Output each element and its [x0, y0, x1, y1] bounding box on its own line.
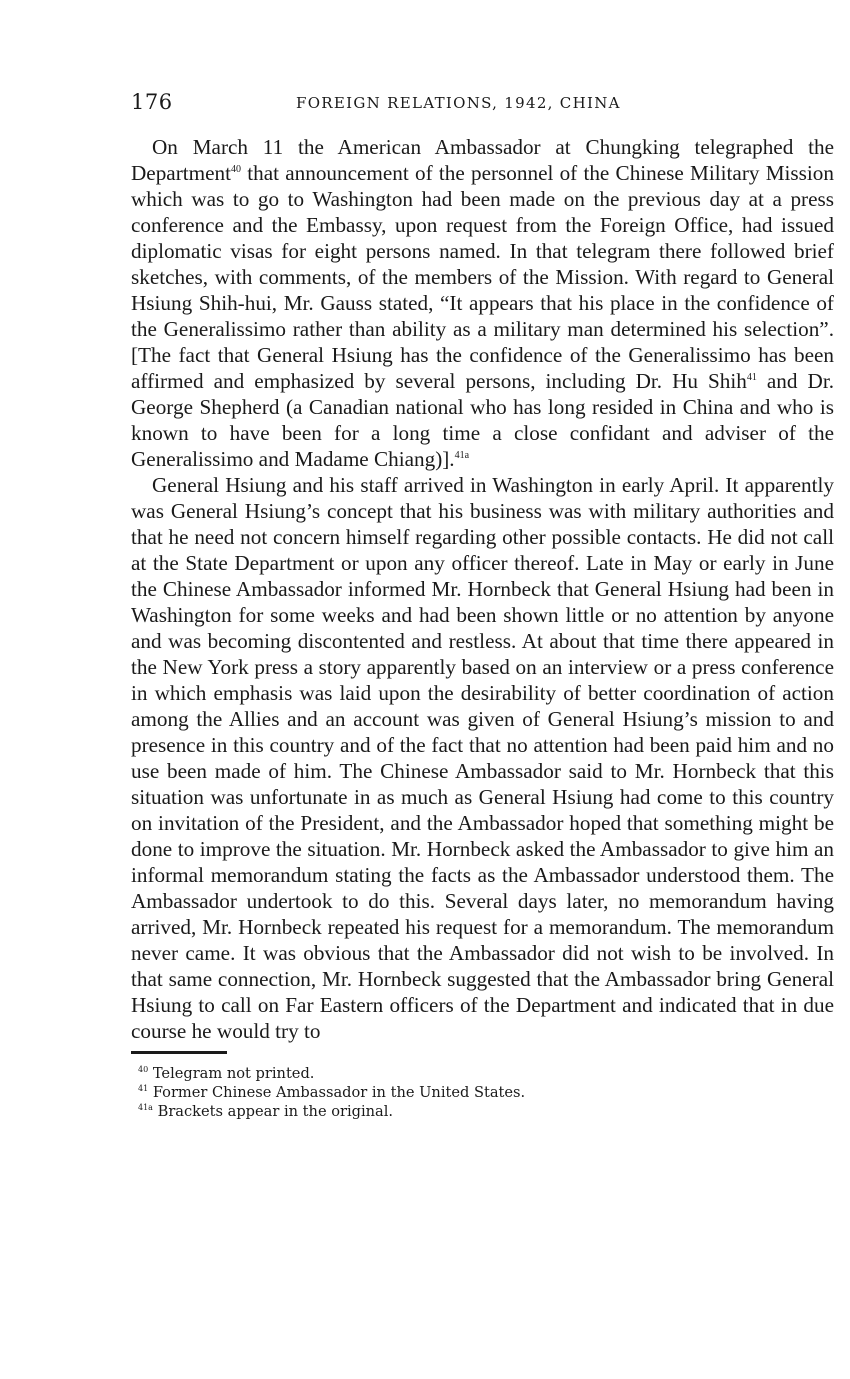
footnote-40: [138, 1064, 834, 1083]
footnote-ref-41a[interactable]: 41a: [454, 450, 470, 461]
footnote-divider: [131, 1051, 227, 1054]
body-text: [131, 134, 834, 1044]
footnote-41a: [138, 1102, 834, 1121]
footnote-ref-41[interactable]: 41: [746, 372, 757, 383]
paragraph-1: [131, 134, 834, 472]
document-page: [131, 88, 834, 1121]
footnote-mark: 41: [138, 1084, 149, 1093]
paragraph-1-part-1: On March 11 the American Ambassador at Chungking telegraphed the Department: [131, 135, 834, 185]
paragraph-1-part-3: and Dr. George Shepherd (a Canadian national who has long resided in China and who is known to have been for a long time a close confidant and adviser of the Generalissimo and Madame Chiang)].: [131, 369, 835, 471]
footnote-mark: 41a: [138, 1103, 153, 1112]
running-head: FOREIGN RELATIONS, 1942, CHINA: [296, 94, 621, 112]
page-header: [131, 88, 834, 122]
footnotes: [138, 1064, 834, 1121]
page-number: 176: [131, 90, 173, 114]
paragraph-2: General Hsiung and his staff arrived in Washington in early April. It apparently was General Hsiung’s concept that his business was with military authorities and that he need not concern himself regarding other possible contacts. He did not call at the State Department or upon any officer thereof. Late in May or early in June the Chinese Ambassador informed Mr. Hornbeck that General Hsiung had been in Washington for some weeks and had been shown little or no attention by anyone and was becoming discontented and restless. At about that time there appeared in the New York press a story apparently based on an interview or a press conference in which emphasis was laid upon the desirability of better coordination of action among the Allies and an account was given of General Hsiung’s mission to and presence in this country and of the fact that no attention had been paid him and no use been made of him. The Chinese Ambassador said to Mr. Hornbeck that this situation was unfortunate in as much as General Hsiung had come to this country on invitation of the President, and the Ambassador hoped that something might be done to improve the situation. Mr. Hornbeck asked the Ambassador to give him an informal memorandum stating the facts as the Ambassador understood them. The Ambassador undertook to do this. Several days later, no memorandum having arrived, Mr. Hornbeck repeated his request for a memorandum. The memorandum never came. It was obvious that the Ambassador did not wish to be involved. In that same connection, Mr. Hornbeck suggested that the Ambassador bring General Hsiung to call on Far Eastern officers of the Department and indicated that in due course he would try to: [131, 473, 834, 1043]
footnote-text: Brackets appear in the original.: [157, 1103, 394, 1120]
footnote-41: [138, 1083, 834, 1102]
footnote-text: Telegram not printed.: [152, 1065, 315, 1082]
footnote-ref-40[interactable]: 40: [231, 164, 242, 175]
paragraph-1-part-2: that announcement of the personnel of the Chinese Military Mission which was to go to Washington had been made on the previous day at a press conference and the Embassy, upon request from the Foreign Office, had issued diplomatic visas for eight persons named. In that telegram there followed brief sketches, with comments, of the members of the Mission. With regard to General Hsiung Shih-hui, Mr. Gauss stated, “It appears that his place in the confidence of the Generalissimo rather than ability as a military man determined his selection”. [The fact that General Hsiung has the confidence of the Generalissimo has been affirmed and emphasized by several persons, including Dr. Hu Shih: [131, 161, 834, 393]
footnote-text: Former Chinese Ambassador in the United States.: [152, 1084, 526, 1101]
footnote-mark: 40: [138, 1065, 149, 1074]
